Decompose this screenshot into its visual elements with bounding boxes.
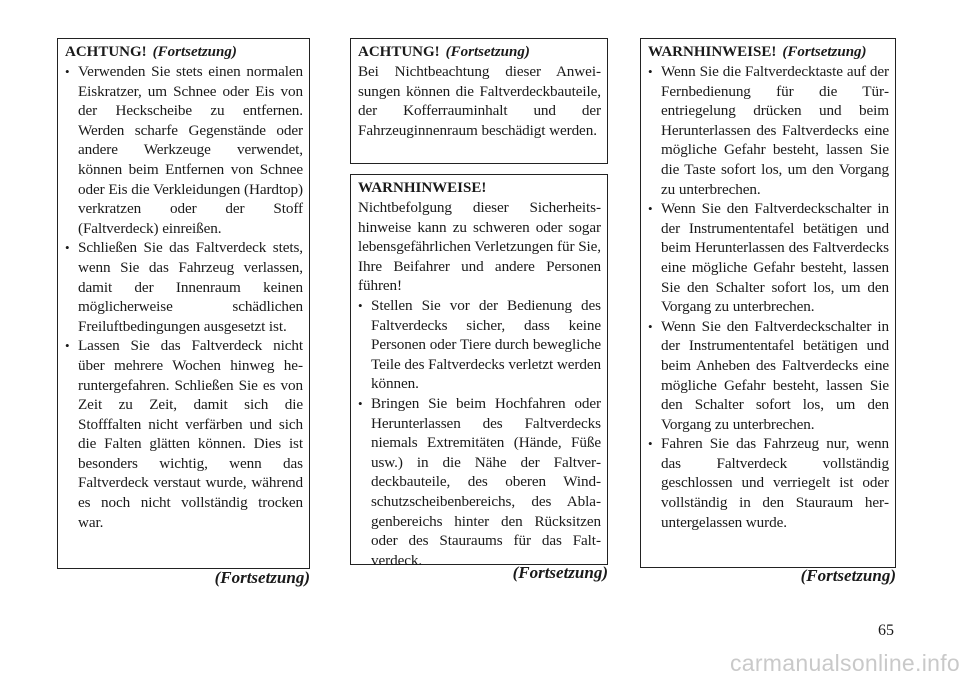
list-item-text: Stellen Sie vor der Bedienung des Faltverdecks sicher, dass keine Personen oder Tiere durch bewegliche Teile des Faltverdecks verletzt werden können.: [371, 296, 601, 393]
list-item: [648, 317, 889, 435]
bullet-icon: •: [648, 201, 653, 217]
continued-footer: (Fortsetzung): [214, 568, 310, 587]
warning-box-warnhinweise-col3: [640, 38, 896, 568]
list-item: [65, 62, 303, 238]
list-item: [358, 394, 601, 570]
paragraph: Nichtbefolgung dieser Sicherheitshinweise kann zu schweren oder sogar lebensgefährlichen Verletzungen für Sie, Ihre Beifahrer und andere Personen führen!: [358, 199, 601, 295]
list-item: [358, 296, 601, 394]
list-item-text: Wenn Sie den Faltverdeckschalter in der Instrumententafel betätigen und beim Herunterlassen des Faltverdecks eine mögliche Gefahr besteht, lassen Sie den Schalter sofort los, um den Vorgang zu unterbrechen.: [661, 200, 889, 316]
list-item: [648, 62, 889, 199]
warning-box-achtung-col2: [350, 38, 608, 164]
page-number: 65: [878, 622, 894, 639]
warning-box-warnhinweise-col2: [350, 174, 608, 569]
heading-label: ACHTUNG!: [65, 44, 147, 60]
box-heading: [648, 43, 889, 62]
bullet-icon: •: [65, 338, 70, 354]
bullet-icon: •: [358, 297, 363, 313]
bullet-list: [648, 62, 889, 532]
heading-continued: (Fortsetzung): [152, 44, 237, 60]
bullet-list: [358, 296, 601, 570]
list-item: [65, 238, 303, 336]
heading-continued: (Fortsetzung): [445, 44, 530, 60]
list-item-text: Schließen Sie das Faltverdeck stets, wenn Sie das Fahrzeug verlassen, damit der Innenraum keinen möglicherweise schädlichen Freiluftbedingungen ausgesetzt ist.: [78, 239, 303, 335]
list-item-text: Wenn Sie den Faltverdeckschalter in der Instrumententafel betätigen und beim Anheben des Faltverdecks eine mögliche Gefahr besteht, lassen Sie den Schalter sofort los, um den Vorgang zu unterbrechen.: [661, 317, 889, 433]
list-item: [648, 434, 889, 532]
list-item: [648, 199, 889, 317]
list-item-text: Fahren Sie das Fahrzeug nur, wenn das Faltverdeck vollständig geschlossen und verriegelt ist oder vollständig in den Stauraum heruntergelassen wurde.: [661, 435, 889, 531]
watermark: carmanualsonline.info: [729, 650, 960, 676]
warning-box-achtung-col1: [57, 38, 310, 569]
heading-label: WARNHINWEISE!: [358, 180, 487, 196]
continued-footer: (Fortsetzung): [800, 566, 896, 585]
bullet-icon: •: [648, 436, 653, 452]
heading-continued: (Fortsetzung): [782, 44, 867, 60]
continued-footer: (Fortsetzung): [512, 563, 608, 582]
box-heading: [358, 179, 601, 198]
bullet-icon: •: [65, 240, 70, 256]
list-item-text: Lassen Sie das Faltverdeck nicht über mehrere Wochen hinweg heruntergefahren. Schließen Sie es von Zeit zu Zeit, damit sich die Stofffalten nicht verfärben und sich die Falten glätten können. Dies ist besonders wichtig, wenn das Faltverdeck verstaut wurde, während es noch nicht vollständig trocken war.: [78, 337, 303, 531]
box-heading: [65, 43, 303, 62]
bullet-icon: •: [648, 318, 653, 334]
bullet-icon: •: [65, 64, 70, 79]
list-item-text: Verwenden Sie stets einen normalen Eiskratzer, um Schnee oder Eis von der Heckscheibe zu entfernen. Werden scharfe Gegenstände oder andere Werkzeuge verwendet, können beim Entfernen von Schnee oder Eis die Verkleidungen (Hardtop) verkratzen oder der Stoff (Faltverdeck) einreißen.: [78, 63, 303, 237]
box-heading: [358, 43, 601, 62]
list-item-text: Wenn Sie die Faltverdecktaste auf der Fernbedienung für die Türentriegelung drücken und beim Herunterlassen des Faltverdecks eine mögliche Gefahr besteht, lassen Sie die Taste sofort los, um den Vorgang zu unterbrechen.: [661, 63, 889, 198]
list-item: [65, 336, 303, 532]
bullet-list: [65, 62, 303, 532]
heading-label: ACHTUNG!: [358, 44, 440, 60]
bullet-icon: •: [358, 395, 363, 411]
bullet-icon: •: [648, 64, 653, 79]
list-item-text: Bringen Sie beim Hochfahren oder Herunterlassen des Faltverdecks niemals Extremitäten (Hände, Füße usw.) in die Nähe der Faltverdeckbauteile, des oberen Windschutzscheibenbereichs, des Ablagenbereichs hinter den Rücksitzen oder des Stauraums für das Faltverdeck.: [371, 394, 601, 569]
heading-label: WARNHINWEISE!: [648, 44, 777, 60]
paragraph: Bei Nichtbeachtung dieser Anweisungen können die Faltverdeckbauteile, der Kofferrauminhalt und der Fahrzeuginnenraum beschädigt werden.: [358, 63, 601, 139]
